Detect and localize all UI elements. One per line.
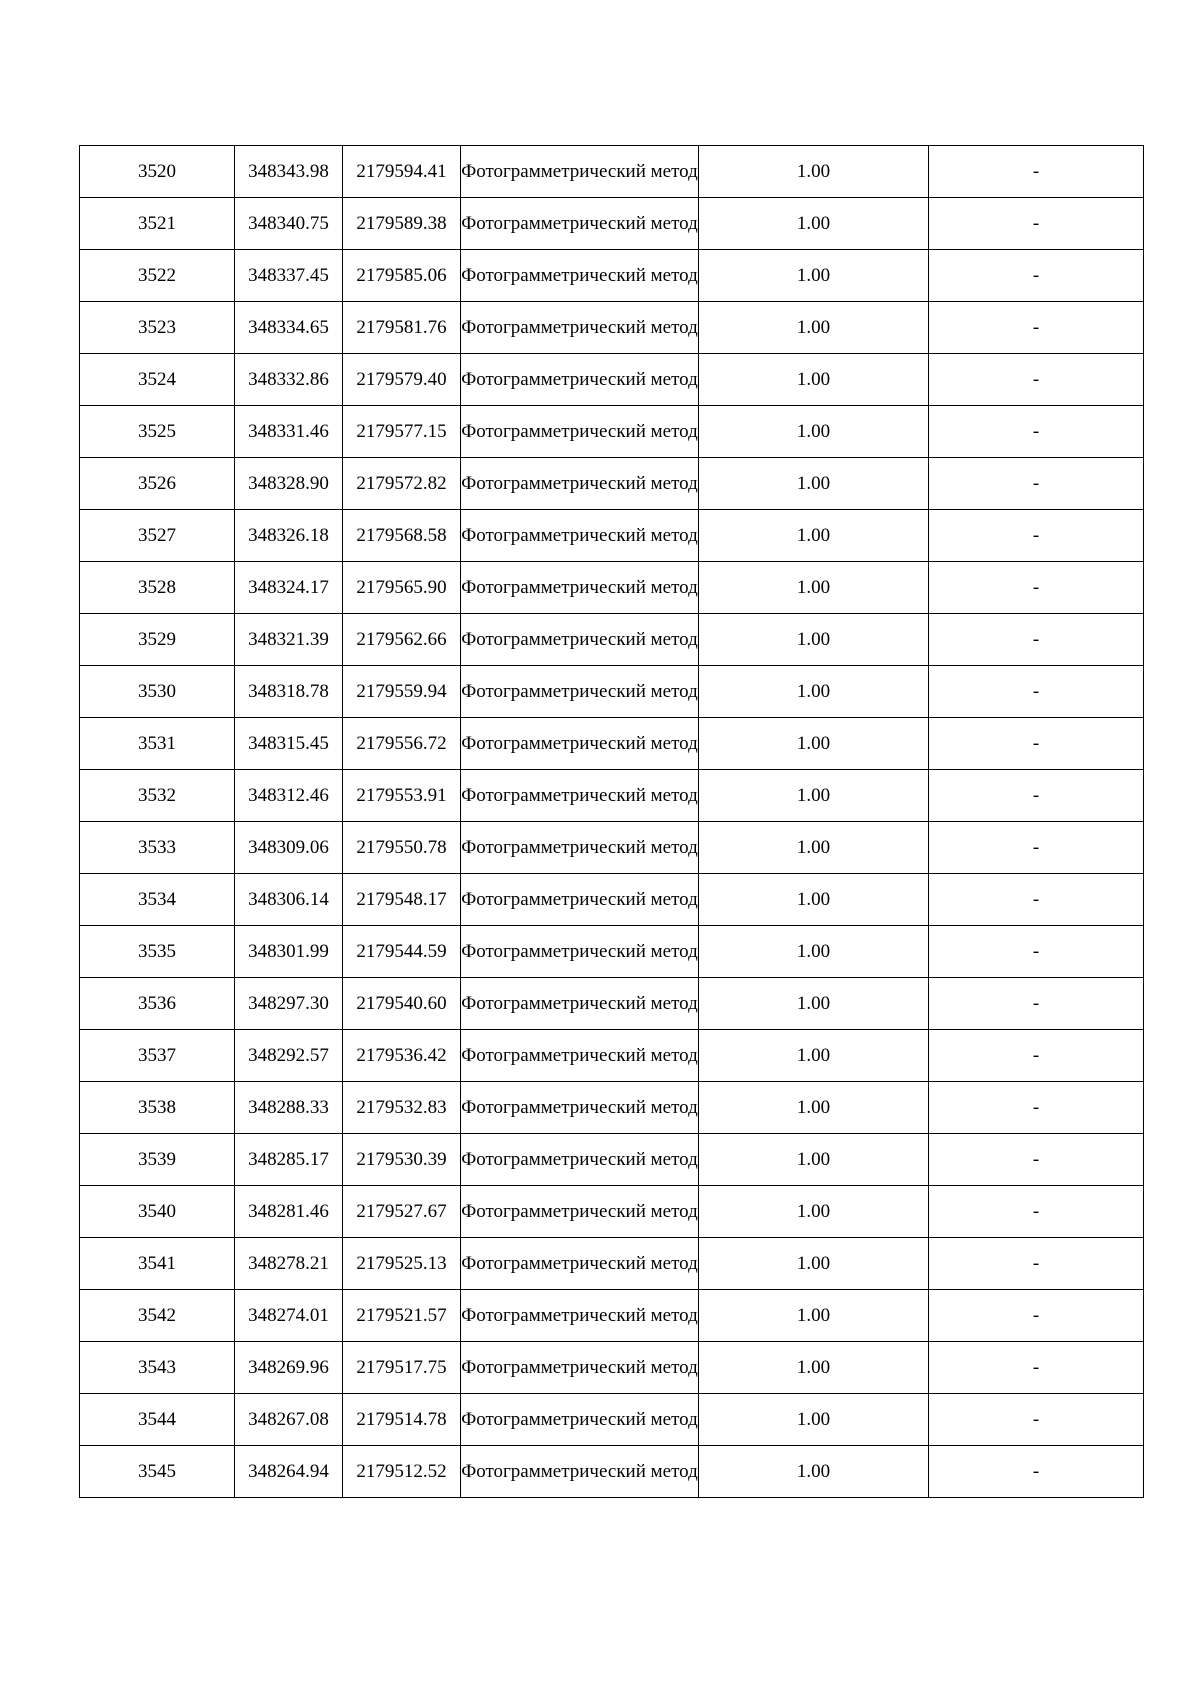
point-number-cell: 3530 xyxy=(80,666,235,718)
accuracy-cell: 1.00 xyxy=(699,1082,929,1134)
note-cell: - xyxy=(929,1030,1144,1082)
accuracy-cell: 1.00 xyxy=(699,1394,929,1446)
point-number-cell: 3527 xyxy=(80,510,235,562)
method-cell: Фотограмметрический метод xyxy=(461,1446,699,1498)
accuracy-cell: 1.00 xyxy=(699,1446,929,1498)
y-coordinate-cell: 2179553.91 xyxy=(343,770,461,822)
x-coordinate-cell: 348340.75 xyxy=(235,198,343,250)
note-cell: - xyxy=(929,718,1144,770)
note-cell: - xyxy=(929,562,1144,614)
accuracy-cell: 1.00 xyxy=(699,1134,929,1186)
method-cell: Фотограмметрический метод xyxy=(461,1342,699,1394)
y-coordinate-cell: 2179556.72 xyxy=(343,718,461,770)
point-number-cell: 3545 xyxy=(80,1446,235,1498)
point-number-cell: 3544 xyxy=(80,1394,235,1446)
accuracy-cell: 1.00 xyxy=(699,250,929,302)
y-coordinate-cell: 2179525.13 xyxy=(343,1238,461,1290)
note-cell: - xyxy=(929,406,1144,458)
table-row xyxy=(80,1290,1144,1342)
table-row xyxy=(80,1134,1144,1186)
table-row xyxy=(80,562,1144,614)
y-coordinate-cell: 2179594.41 xyxy=(343,146,461,198)
x-coordinate-cell: 348301.99 xyxy=(235,926,343,978)
x-coordinate-cell: 348312.46 xyxy=(235,770,343,822)
method-cell: Фотограмметрический метод xyxy=(461,1082,699,1134)
method-cell: Фотограмметрический метод xyxy=(461,1238,699,1290)
accuracy-cell: 1.00 xyxy=(699,874,929,926)
y-coordinate-cell: 2179559.94 xyxy=(343,666,461,718)
accuracy-cell: 1.00 xyxy=(699,614,929,666)
table-row xyxy=(80,978,1144,1030)
table-row xyxy=(80,1394,1144,1446)
x-coordinate-cell: 348285.17 xyxy=(235,1134,343,1186)
method-cell: Фотограмметрический метод xyxy=(461,302,699,354)
accuracy-cell: 1.00 xyxy=(699,1186,929,1238)
table-row xyxy=(80,146,1144,198)
point-number-cell: 3525 xyxy=(80,406,235,458)
accuracy-cell: 1.00 xyxy=(699,926,929,978)
point-number-cell: 3541 xyxy=(80,1238,235,1290)
x-coordinate-cell: 348331.46 xyxy=(235,406,343,458)
accuracy-cell: 1.00 xyxy=(699,718,929,770)
y-coordinate-cell: 2179548.17 xyxy=(343,874,461,926)
point-number-cell: 3520 xyxy=(80,146,235,198)
point-number-cell: 3521 xyxy=(80,198,235,250)
point-number-cell: 3523 xyxy=(80,302,235,354)
accuracy-cell: 1.00 xyxy=(699,458,929,510)
note-cell: - xyxy=(929,146,1144,198)
note-cell: - xyxy=(929,770,1144,822)
y-coordinate-cell: 2179577.15 xyxy=(343,406,461,458)
note-cell: - xyxy=(929,1238,1144,1290)
table-row xyxy=(80,874,1144,926)
table-row xyxy=(80,614,1144,666)
y-coordinate-cell: 2179536.42 xyxy=(343,1030,461,1082)
table-row xyxy=(80,198,1144,250)
point-number-cell: 3534 xyxy=(80,874,235,926)
method-cell: Фотограмметрический метод xyxy=(461,978,699,1030)
accuracy-cell: 1.00 xyxy=(699,770,929,822)
point-number-cell: 3522 xyxy=(80,250,235,302)
table-row xyxy=(80,1238,1144,1290)
y-coordinate-cell: 2179514.78 xyxy=(343,1394,461,1446)
x-coordinate-cell: 348328.90 xyxy=(235,458,343,510)
point-number-cell: 3536 xyxy=(80,978,235,1030)
table-row xyxy=(80,822,1144,874)
accuracy-cell: 1.00 xyxy=(699,354,929,406)
x-coordinate-cell: 348309.06 xyxy=(235,822,343,874)
note-cell: - xyxy=(929,1134,1144,1186)
method-cell: Фотограмметрический метод xyxy=(461,146,699,198)
accuracy-cell: 1.00 xyxy=(699,1238,929,1290)
point-number-cell: 3528 xyxy=(80,562,235,614)
method-cell: Фотограмметрический метод xyxy=(461,406,699,458)
x-coordinate-cell: 348292.57 xyxy=(235,1030,343,1082)
accuracy-cell: 1.00 xyxy=(699,406,929,458)
y-coordinate-cell: 2179544.59 xyxy=(343,926,461,978)
x-coordinate-cell: 348321.39 xyxy=(235,614,343,666)
note-cell: - xyxy=(929,354,1144,406)
table-row xyxy=(80,250,1144,302)
accuracy-cell: 1.00 xyxy=(699,146,929,198)
note-cell: - xyxy=(929,1394,1144,1446)
x-coordinate-cell: 348281.46 xyxy=(235,1186,343,1238)
x-coordinate-cell: 348337.45 xyxy=(235,250,343,302)
x-coordinate-cell: 348334.65 xyxy=(235,302,343,354)
note-cell: - xyxy=(929,1446,1144,1498)
y-coordinate-cell: 2179521.57 xyxy=(343,1290,461,1342)
accuracy-cell: 1.00 xyxy=(699,1030,929,1082)
x-coordinate-cell: 348306.14 xyxy=(235,874,343,926)
note-cell: - xyxy=(929,822,1144,874)
x-coordinate-cell: 348297.30 xyxy=(235,978,343,1030)
y-coordinate-cell: 2179572.82 xyxy=(343,458,461,510)
method-cell: Фотограмметрический метод xyxy=(461,1186,699,1238)
note-cell: - xyxy=(929,1186,1144,1238)
method-cell: Фотограмметрический метод xyxy=(461,614,699,666)
method-cell: Фотограмметрический метод xyxy=(461,1290,699,1342)
point-number-cell: 3526 xyxy=(80,458,235,510)
x-coordinate-cell: 348264.94 xyxy=(235,1446,343,1498)
accuracy-cell: 1.00 xyxy=(699,978,929,1030)
y-coordinate-cell: 2179589.38 xyxy=(343,198,461,250)
x-coordinate-cell: 348318.78 xyxy=(235,666,343,718)
point-number-cell: 3537 xyxy=(80,1030,235,1082)
table-row xyxy=(80,302,1144,354)
table-row xyxy=(80,718,1144,770)
accuracy-cell: 1.00 xyxy=(699,822,929,874)
point-number-cell: 3542 xyxy=(80,1290,235,1342)
point-number-cell: 3538 xyxy=(80,1082,235,1134)
point-number-cell: 3529 xyxy=(80,614,235,666)
table-row xyxy=(80,770,1144,822)
x-coordinate-cell: 348326.18 xyxy=(235,510,343,562)
accuracy-cell: 1.00 xyxy=(699,302,929,354)
method-cell: Фотограмметрический метод xyxy=(461,874,699,926)
x-coordinate-cell: 348278.21 xyxy=(235,1238,343,1290)
note-cell: - xyxy=(929,1290,1144,1342)
y-coordinate-cell: 2179568.58 xyxy=(343,510,461,562)
method-cell: Фотограмметрический метод xyxy=(461,510,699,562)
accuracy-cell: 1.00 xyxy=(699,1342,929,1394)
coordinates-table xyxy=(79,145,1144,1498)
x-coordinate-cell: 348274.01 xyxy=(235,1290,343,1342)
note-cell: - xyxy=(929,510,1144,562)
note-cell: - xyxy=(929,302,1144,354)
y-coordinate-cell: 2179581.76 xyxy=(343,302,461,354)
x-coordinate-cell: 348288.33 xyxy=(235,1082,343,1134)
table-row xyxy=(80,1446,1144,1498)
x-coordinate-cell: 348315.45 xyxy=(235,718,343,770)
y-coordinate-cell: 2179540.60 xyxy=(343,978,461,1030)
coordinates-table-body xyxy=(80,146,1144,1498)
x-coordinate-cell: 348343.98 xyxy=(235,146,343,198)
method-cell: Фотограмметрический метод xyxy=(461,1394,699,1446)
point-number-cell: 3531 xyxy=(80,718,235,770)
note-cell: - xyxy=(929,978,1144,1030)
point-number-cell: 3524 xyxy=(80,354,235,406)
method-cell: Фотограмметрический метод xyxy=(461,926,699,978)
accuracy-cell: 1.00 xyxy=(699,510,929,562)
point-number-cell: 3539 xyxy=(80,1134,235,1186)
y-coordinate-cell: 2179512.52 xyxy=(343,1446,461,1498)
method-cell: Фотограмметрический метод xyxy=(461,250,699,302)
y-coordinate-cell: 2179517.75 xyxy=(343,1342,461,1394)
table-row xyxy=(80,1186,1144,1238)
x-coordinate-cell: 348324.17 xyxy=(235,562,343,614)
point-number-cell: 3535 xyxy=(80,926,235,978)
point-number-cell: 3543 xyxy=(80,1342,235,1394)
method-cell: Фотограмметрический метод xyxy=(461,1134,699,1186)
table-row xyxy=(80,458,1144,510)
y-coordinate-cell: 2179550.78 xyxy=(343,822,461,874)
table-row xyxy=(80,354,1144,406)
table-row xyxy=(80,1030,1144,1082)
method-cell: Фотограмметрический метод xyxy=(461,822,699,874)
method-cell: Фотограмметрический метод xyxy=(461,770,699,822)
note-cell: - xyxy=(929,1342,1144,1394)
note-cell: - xyxy=(929,198,1144,250)
y-coordinate-cell: 2179579.40 xyxy=(343,354,461,406)
table-row xyxy=(80,510,1144,562)
table-row xyxy=(80,666,1144,718)
y-coordinate-cell: 2179530.39 xyxy=(343,1134,461,1186)
note-cell: - xyxy=(929,926,1144,978)
y-coordinate-cell: 2179532.83 xyxy=(343,1082,461,1134)
method-cell: Фотограмметрический метод xyxy=(461,666,699,718)
note-cell: - xyxy=(929,1082,1144,1134)
y-coordinate-cell: 2179562.66 xyxy=(343,614,461,666)
note-cell: - xyxy=(929,458,1144,510)
method-cell: Фотограмметрический метод xyxy=(461,1030,699,1082)
method-cell: Фотограмметрический метод xyxy=(461,562,699,614)
point-number-cell: 3532 xyxy=(80,770,235,822)
y-coordinate-cell: 2179527.67 xyxy=(343,1186,461,1238)
accuracy-cell: 1.00 xyxy=(699,562,929,614)
table-row xyxy=(80,406,1144,458)
x-coordinate-cell: 348332.86 xyxy=(235,354,343,406)
method-cell: Фотограмметрический метод xyxy=(461,458,699,510)
note-cell: - xyxy=(929,666,1144,718)
y-coordinate-cell: 2179565.90 xyxy=(343,562,461,614)
x-coordinate-cell: 348267.08 xyxy=(235,1394,343,1446)
table-row xyxy=(80,1342,1144,1394)
point-number-cell: 3533 xyxy=(80,822,235,874)
accuracy-cell: 1.00 xyxy=(699,666,929,718)
point-number-cell: 3540 xyxy=(80,1186,235,1238)
table-row xyxy=(80,926,1144,978)
x-coordinate-cell: 348269.96 xyxy=(235,1342,343,1394)
y-coordinate-cell: 2179585.06 xyxy=(343,250,461,302)
method-cell: Фотограмметрический метод xyxy=(461,198,699,250)
method-cell: Фотограмметрический метод xyxy=(461,718,699,770)
note-cell: - xyxy=(929,614,1144,666)
accuracy-cell: 1.00 xyxy=(699,1290,929,1342)
accuracy-cell: 1.00 xyxy=(699,198,929,250)
table-row xyxy=(80,1082,1144,1134)
method-cell: Фотограмметрический метод xyxy=(461,354,699,406)
note-cell: - xyxy=(929,874,1144,926)
note-cell: - xyxy=(929,250,1144,302)
